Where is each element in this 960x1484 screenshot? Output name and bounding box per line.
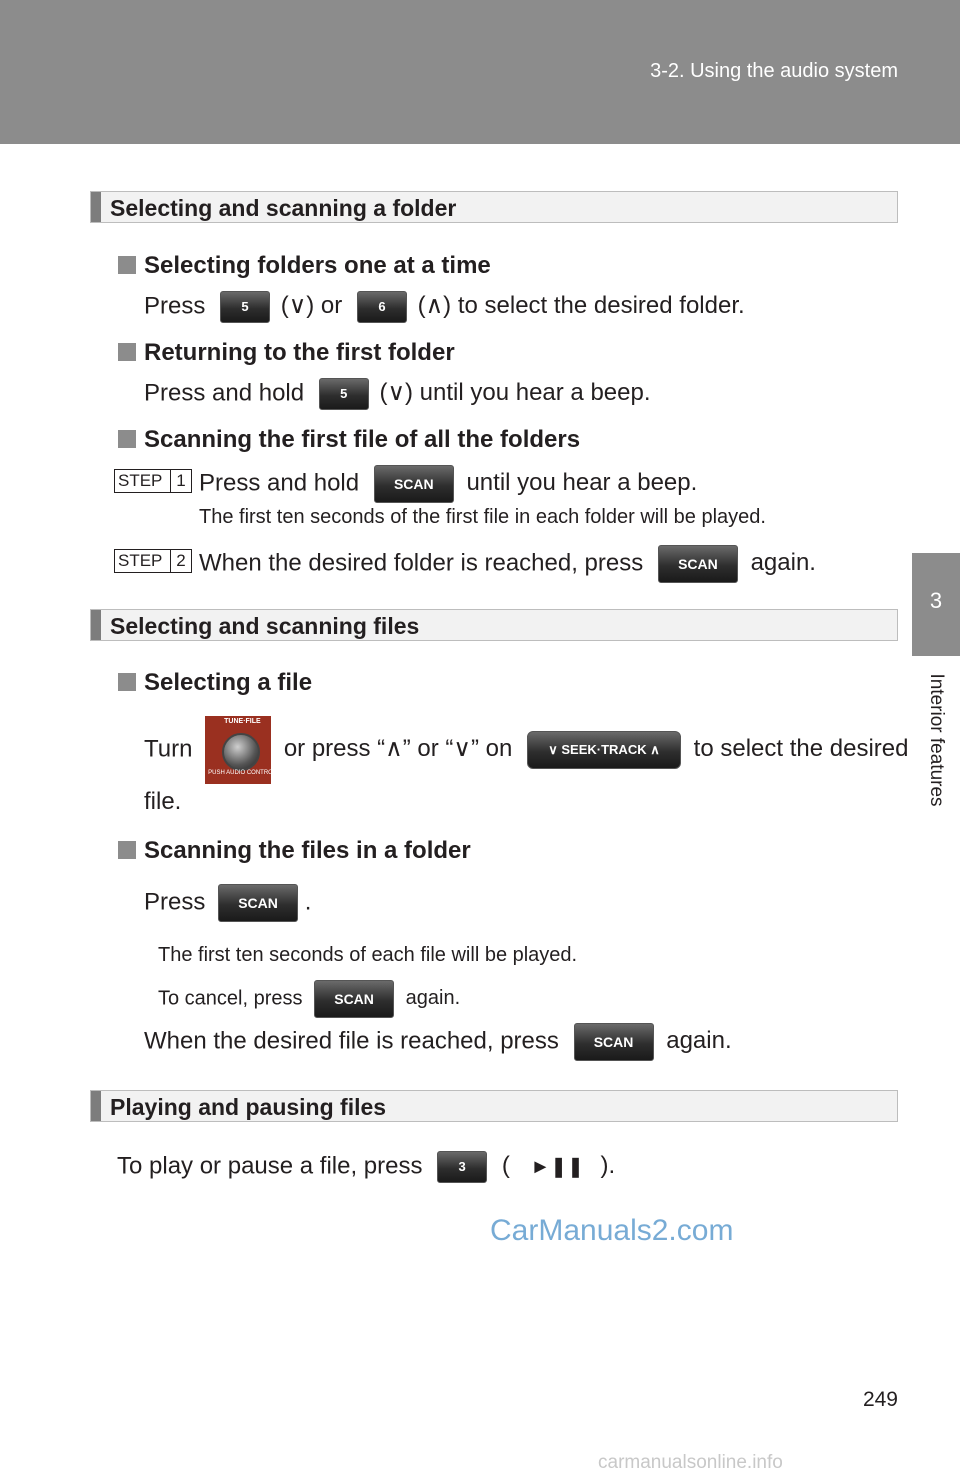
scan-files-note: The first ten seconds of each file will be played. [158, 944, 578, 966]
preset-3-button: 3 [437, 1151, 487, 1183]
instruction-play-pause: To play or pause a file, press 3 ( ►❚❚ ). [117, 1151, 615, 1183]
section-heading-bar [91, 192, 101, 222]
page-number: 249 [862, 1388, 898, 1411]
bullet-square-icon [118, 343, 136, 361]
scan-button: SCAN [574, 1023, 654, 1061]
bullet-square-icon [118, 673, 136, 691]
preset-5-button: 5 [220, 291, 270, 323]
preset-5-button: 5 [319, 378, 369, 410]
subheading-first-folder: Returning to the first folder [118, 339, 455, 367]
bullet-square-icon [118, 430, 136, 448]
scan-button: SCAN [218, 884, 298, 922]
preset-6-button: 6 [357, 291, 407, 323]
step-2-instruction: When the desired folder is reached, press SCAN again. [199, 545, 816, 583]
instruction-file-reached: When the desired file is reached, press SCAN again. [144, 1023, 732, 1061]
section-heading-folder [90, 191, 898, 223]
cancel-note: To cancel, press SCAN again. [158, 980, 460, 1018]
tune-file-knob-icon: TUNE·FILE PUSH AUDIO CONTROL [205, 716, 271, 784]
chapter-label: Interior features [926, 673, 947, 807]
subheading-scan-folders: Scanning the first file of all the folders [118, 426, 580, 454]
scan-button: SCAN [374, 465, 454, 503]
step-1-note: The first ten seconds of the first file in each folder will be played. [199, 506, 766, 528]
section-title: Selecting and scanning files [110, 613, 420, 639]
instruction-select-folder: Press 5 (∨) or 6 (∧) to select the desired folder. [144, 291, 745, 323]
step-1-instruction: Press and hold SCAN until you hear a beep. [199, 465, 697, 503]
watermark-carmanuals2: CarManuals2.com [490, 1214, 734, 1247]
scan-button: SCAN [314, 980, 394, 1018]
section-title: Selecting and scanning a folder [110, 195, 457, 221]
bullet-square-icon [118, 256, 136, 274]
subheading-scan-files: Scanning the files in a folder [118, 837, 471, 865]
scan-button: SCAN [658, 545, 738, 583]
section-heading-bar [91, 610, 101, 640]
subheading-select-folder: Selecting folders one at a time [118, 252, 491, 280]
section-heading-files [90, 609, 898, 641]
bullet-square-icon [118, 841, 136, 859]
instruction-first-folder: Press and hold 5 (∨) until you hear a beep. [144, 378, 651, 410]
subheading-select-file: Selecting a file [118, 669, 312, 697]
header-title: 3-2. Using the audio system [650, 60, 898, 82]
step-1-badge: STEP 1 [114, 469, 192, 493]
play-pause-icon: ►❚❚ [530, 1156, 584, 1179]
instruction-select-file-cont: file. [144, 788, 182, 815]
instruction-scan-files: Press SCAN . [144, 884, 311, 922]
section-heading-bar [91, 1091, 101, 1121]
watermark-carmanualsonline: carmanualsonline.info [598, 1452, 783, 1473]
section-title: Playing and pausing files [110, 1094, 387, 1120]
section-heading-play [90, 1090, 898, 1122]
chapter-number: 3 [929, 588, 943, 613]
seek-track-button: ∨ SEEK·TRACK ∧ [527, 731, 681, 769]
step-2-badge: STEP 2 [114, 549, 192, 573]
header-bar [0, 0, 960, 144]
instruction-select-file: Turn TUNE·FILE PUSH AUDIO CONTROL or press “∧” or “∨” on ∨ SEEK·TRACK ∧ to select the desired [144, 716, 908, 784]
